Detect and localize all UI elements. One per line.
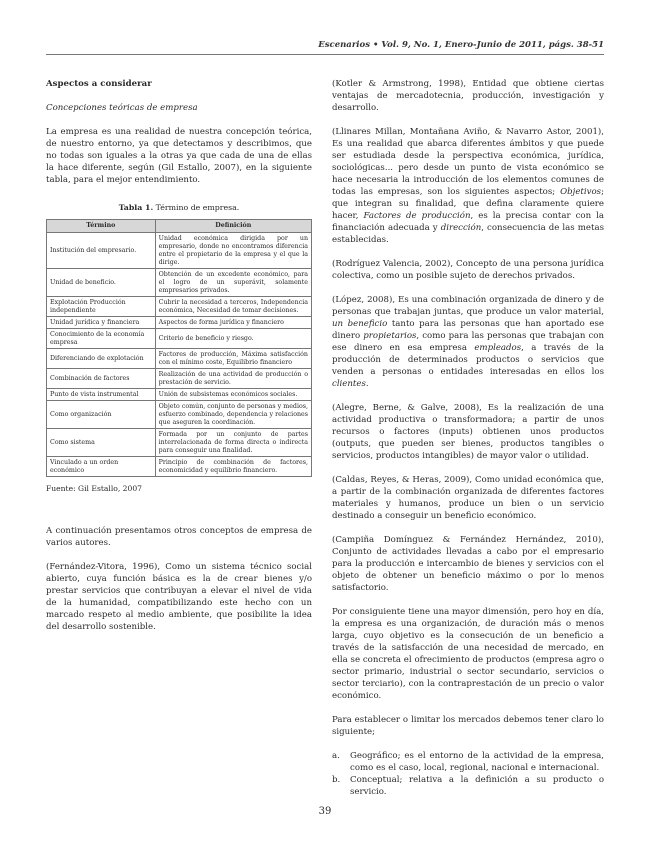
paragraph-rodriguez: (Rodríguez Valencia, 2002), Concepto de una persona jurídica colectiva, como un posible sujeto de derechos privados. bbox=[332, 259, 604, 281]
header-rule bbox=[46, 54, 604, 55]
definition-cell: Unión de subsistemas económicos sociales. bbox=[155, 389, 311, 401]
definition-cell: Principio de combinación de factores, economicidad y equilibrio financiero. bbox=[155, 457, 311, 477]
paragraph-caldas: (Caldas, Reyes, & Heras, 2009), Como unidad económica que, a partir de la combinación organizada de diferentes factores materiales y humanos, produce un bien o un servicio destinado a conseguir un beneficio económico. bbox=[332, 475, 604, 521]
definition-cell: Aspectos de forma jurídica y financiero bbox=[155, 317, 311, 329]
page-number: 39 bbox=[318, 806, 332, 817]
term-cell: Diferenciando de explotación bbox=[47, 349, 156, 369]
table-source: Fuente: Gil Estallo, 2007 bbox=[46, 484, 143, 493]
paragraph-llinares: (Llinares Millan, Montañana Aviño, & Navarro Astor, 2001), Es una realidad que abarca diferentes ámbitos y que puede ser estudiada desde la perspectiva económica, jurídica, sociológicas... pero desde un punto de vista económico se hace necesaria la introducción de los elementos comunes de todas las empresas, son los siguientes aspectos; Objetivos; que integran su finalidad, que defina claramente quiere hacer, Factores de producción, es la precisa contar con la financiación adecuada y dirección, consecuencia de las metas establecidas. bbox=[332, 127, 604, 245]
market-list bbox=[332, 750, 604, 798]
term-cell: Como sistema bbox=[47, 429, 156, 457]
left-column bbox=[46, 78, 312, 633]
definition-cell: Criterio de beneficio y riesgo. bbox=[155, 329, 311, 349]
table-row bbox=[47, 233, 312, 269]
table-row bbox=[47, 269, 312, 297]
definition-cell: Obtención de un excedente económico, para el logro de un superávit, solamente empresarios privados. bbox=[155, 269, 311, 297]
table-label: Tabla 1. bbox=[118, 203, 154, 212]
table-row bbox=[47, 401, 312, 429]
paragraph-campina: (Campiña Domínguez & Fernández Hernández, 2010), Conjunto de actividades llevadas a cabo por el empresario para la producción e intercambio de bienes y servicios con el objeto de obtener un beneficio máximo o por lo menos satisfactorio. bbox=[332, 535, 604, 593]
term-cell: Conocimiento de la economía empresa bbox=[47, 329, 156, 349]
list-item: b. Conceptual; relativa a la definición a su producto o servicio. bbox=[332, 775, 604, 797]
term-cell: Como organización bbox=[47, 401, 156, 429]
paragraph-mercados: Para establecer o limitar los mercados debemos tener claro lo siguiente; bbox=[332, 715, 604, 737]
table-row bbox=[47, 457, 312, 477]
table-row bbox=[47, 317, 312, 329]
intro-paragraph: La empresa es una realidad de nuestra concepción teórica, de nuestro entorno, ya que detectamos y describimos, que no todas son iguales a la otras ya que cada de una de ellas la hace diferente, según (Gil Estallo, 2007), en la siguiente tabla, para el mejor entendimiento. bbox=[46, 127, 312, 185]
paragraph-kotler: (Kotler & Armstrong, 1998), Entidad que obtiene ciertas ventajas de mercadotecnia, producción, investigación y desarrollo. bbox=[332, 79, 604, 113]
term-cell: Punto de vista instrumental bbox=[47, 389, 156, 401]
table-header-term: Término bbox=[47, 220, 156, 233]
term-cell: Unidad jurídica y financiera bbox=[47, 317, 156, 329]
paragraph-alegre: (Alegre, Berne, & Galve, 2008), Es la realización de una actividad productiva o transformadora; a partir de unos recursos o factores (inputs) obtienen unos productos (outputs, que pueden ser bienes, productos tangibles o servicios, productos intangibles) de mayor valor o utilidad. bbox=[332, 403, 604, 461]
table-row bbox=[47, 349, 312, 369]
paragraph-fernandez: (Fernández-Vitora, 1996), Como un sistema técnico social abierto, cuya función básica es la de crear bienes y/o prestar servicios que contribuyan a elevar el nivel de vida de la humanidad, compatibilizando este hecho con un marcado respeto al medio ambiente, que posibilite la idea del desarrollo sostenible. bbox=[46, 562, 312, 632]
running-head: Escenarios • Vol. 9, No. 1, Enero-Junio de 2011, págs. 38-51 bbox=[318, 40, 604, 50]
table-row bbox=[47, 297, 312, 317]
table-row bbox=[47, 389, 312, 401]
term-cell: Combinación de factores bbox=[47, 369, 156, 389]
definition-cell: Factores de producción, Máxima satisfacción con el mínimo coste, Equilibrio financiero bbox=[155, 349, 311, 369]
table-row bbox=[47, 429, 312, 457]
term-cell: Vinculado a un orden económico bbox=[47, 457, 156, 477]
paragraph-consiguiente: Por consiguiente tiene una mayor dimensión, pero hoy en día, la empresa es una organización, de duración más o menos larga, cuyo objetivo es la consecución de un beneficio a través de la satisfacción de una necesidad de mercado, en ella se concreta el ofrecimiento de productos (empresa agro o sector primario, industrial o sector secundario, servicios o sector terciario), con la contraprestación de un precio o valor económico. bbox=[332, 607, 604, 701]
definition-cell: Realización de una actividad de producción o prestación de servicio. bbox=[155, 369, 311, 389]
table-row bbox=[47, 369, 312, 389]
paragraph-continuacion: A continuación presentamos otros conceptos de empresa de varios autores. bbox=[46, 526, 312, 548]
definition-cell: Formada por un conjunto de partes interrelacionada de forma directa o indirecta para conseguir una finalidad. bbox=[155, 429, 311, 457]
term-table bbox=[46, 219, 312, 477]
definition-cell: Unidad económica dirigida por un empresario, donde no encontramos diferencia entre el propietario de la empresa y el que la dirige. bbox=[155, 233, 311, 269]
term-cell: Explotación Producción independiente bbox=[47, 297, 156, 317]
right-column bbox=[332, 78, 604, 798]
paragraph-lopez: (López, 2008), Es una combinación organizada de dinero y de personas que trabajan juntas, que produce un valor material, un beneficio tanto para las personas que han aportado ese dinero propietarios, como para las personas que trabajan con ese dinero en esa empresa empleados, a través de la producción de determinados productos o servicios que venden a personas o entidades interesadas en ellos los clientes. bbox=[332, 295, 604, 389]
list-item: a. Geográfico; es el entorno de la actividad de la empresa, como es el caso, local, regional, nacional e internacional. bbox=[332, 751, 604, 773]
definition-cell: Objeto común, conjunto de personas y medios, esfuerzo combinado, dependencia y relaciones que aseguren la coordinación. bbox=[155, 401, 311, 429]
definition-cell: Cubrir la necesidad a terceros, Independencia económica, Necesidad de tomar decisiones. bbox=[155, 297, 311, 317]
term-cell: Unidad de beneficio. bbox=[47, 269, 156, 297]
section-subheading: Concepciones teóricas de empresa bbox=[46, 103, 198, 113]
table-caption bbox=[46, 202, 312, 214]
table-row bbox=[47, 329, 312, 349]
term-cell: Institución del empresario. bbox=[47, 233, 156, 269]
section-heading: Aspectos a considerar bbox=[46, 79, 152, 89]
table-header-definition: Definición bbox=[155, 220, 311, 233]
table-title: Término de empresa. bbox=[155, 203, 240, 212]
